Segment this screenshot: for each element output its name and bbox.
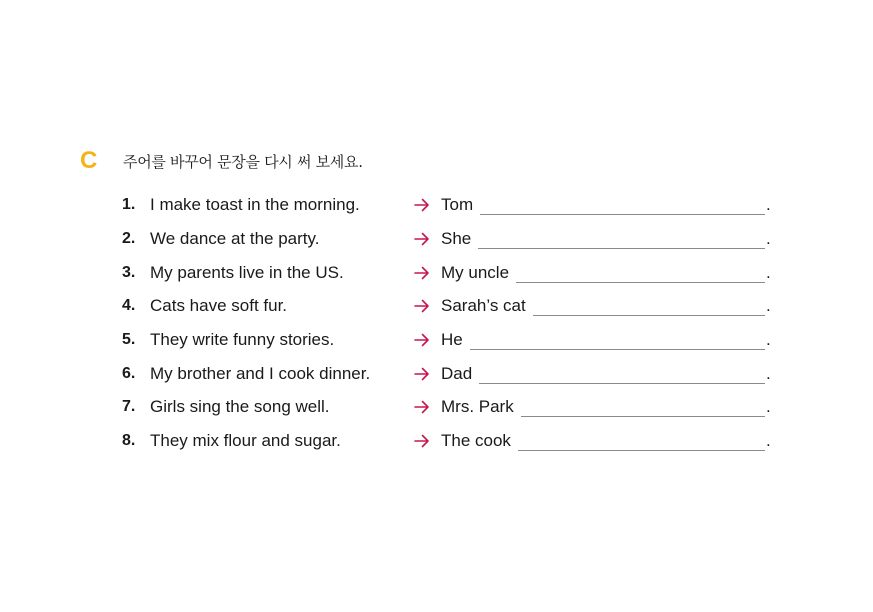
exercise-item	[0, 362, 873, 386]
sentence-period: .	[766, 195, 771, 214]
original-sentence: They mix flour and sugar.	[150, 431, 341, 450]
exercise-item	[0, 328, 873, 352]
sentence-period: .	[766, 330, 771, 349]
sentence-period: .	[766, 431, 771, 450]
new-subject: Sarah’s cat	[441, 296, 526, 315]
item-number: 5.	[122, 331, 136, 348]
right-arrow-icon	[414, 232, 430, 246]
item-number: 7.	[122, 398, 136, 415]
new-subject: He	[441, 330, 463, 349]
right-arrow-icon	[414, 333, 430, 347]
answer-blank[interactable]	[518, 450, 765, 451]
item-number: 2.	[122, 230, 136, 247]
right-arrow-icon	[414, 266, 430, 280]
new-subject: Tom	[441, 195, 474, 214]
item-number: 4.	[122, 297, 136, 314]
original-sentence: We dance at the party.	[150, 229, 320, 248]
original-sentence: My parents live in the US.	[150, 263, 344, 282]
answer-blank[interactable]	[516, 282, 765, 283]
item-number: 3.	[122, 264, 136, 281]
right-arrow-icon	[414, 198, 430, 212]
item-number: 8.	[122, 432, 136, 449]
new-subject: The cook	[441, 431, 511, 450]
new-subject: My uncle	[441, 263, 510, 282]
right-arrow-icon	[414, 367, 430, 381]
answer-blank[interactable]	[470, 349, 765, 350]
answer-blank[interactable]	[479, 383, 765, 384]
right-arrow-icon	[414, 434, 430, 448]
instruction-text: 주어를 바꾸어 문장을 다시 써 보세요.	[123, 153, 363, 171]
answer-blank[interactable]	[533, 315, 765, 316]
original-sentence: I make toast in the morning.	[150, 195, 360, 214]
answer-blank[interactable]	[478, 248, 765, 249]
exercise-item	[0, 193, 873, 217]
answer-blank[interactable]	[521, 416, 765, 417]
original-sentence: Girls sing the song well.	[150, 397, 330, 416]
right-arrow-icon	[414, 400, 430, 414]
exercise-item	[0, 429, 873, 453]
new-subject: Dad	[441, 364, 473, 383]
new-subject: Mrs. Park	[441, 397, 514, 416]
sentence-period: .	[766, 229, 771, 248]
original-sentence: My brother and I cook dinner.	[150, 364, 371, 383]
original-sentence: They write funny stories.	[150, 330, 335, 349]
right-arrow-icon	[414, 299, 430, 313]
item-number: 6.	[122, 365, 136, 382]
original-sentence: Cats have soft fur.	[150, 296, 288, 315]
sentence-period: .	[766, 296, 771, 315]
sentence-period: .	[766, 364, 771, 383]
answer-blank[interactable]	[480, 214, 765, 215]
exercise-item	[0, 294, 873, 318]
new-subject: She	[441, 229, 472, 248]
item-number: 1.	[122, 196, 136, 213]
section-letter: C	[80, 147, 98, 174]
exercise-item	[0, 395, 873, 419]
exercise-item	[0, 227, 873, 251]
sentence-period: .	[766, 397, 771, 416]
sentence-period: .	[766, 263, 771, 282]
exercise-item	[0, 261, 873, 285]
